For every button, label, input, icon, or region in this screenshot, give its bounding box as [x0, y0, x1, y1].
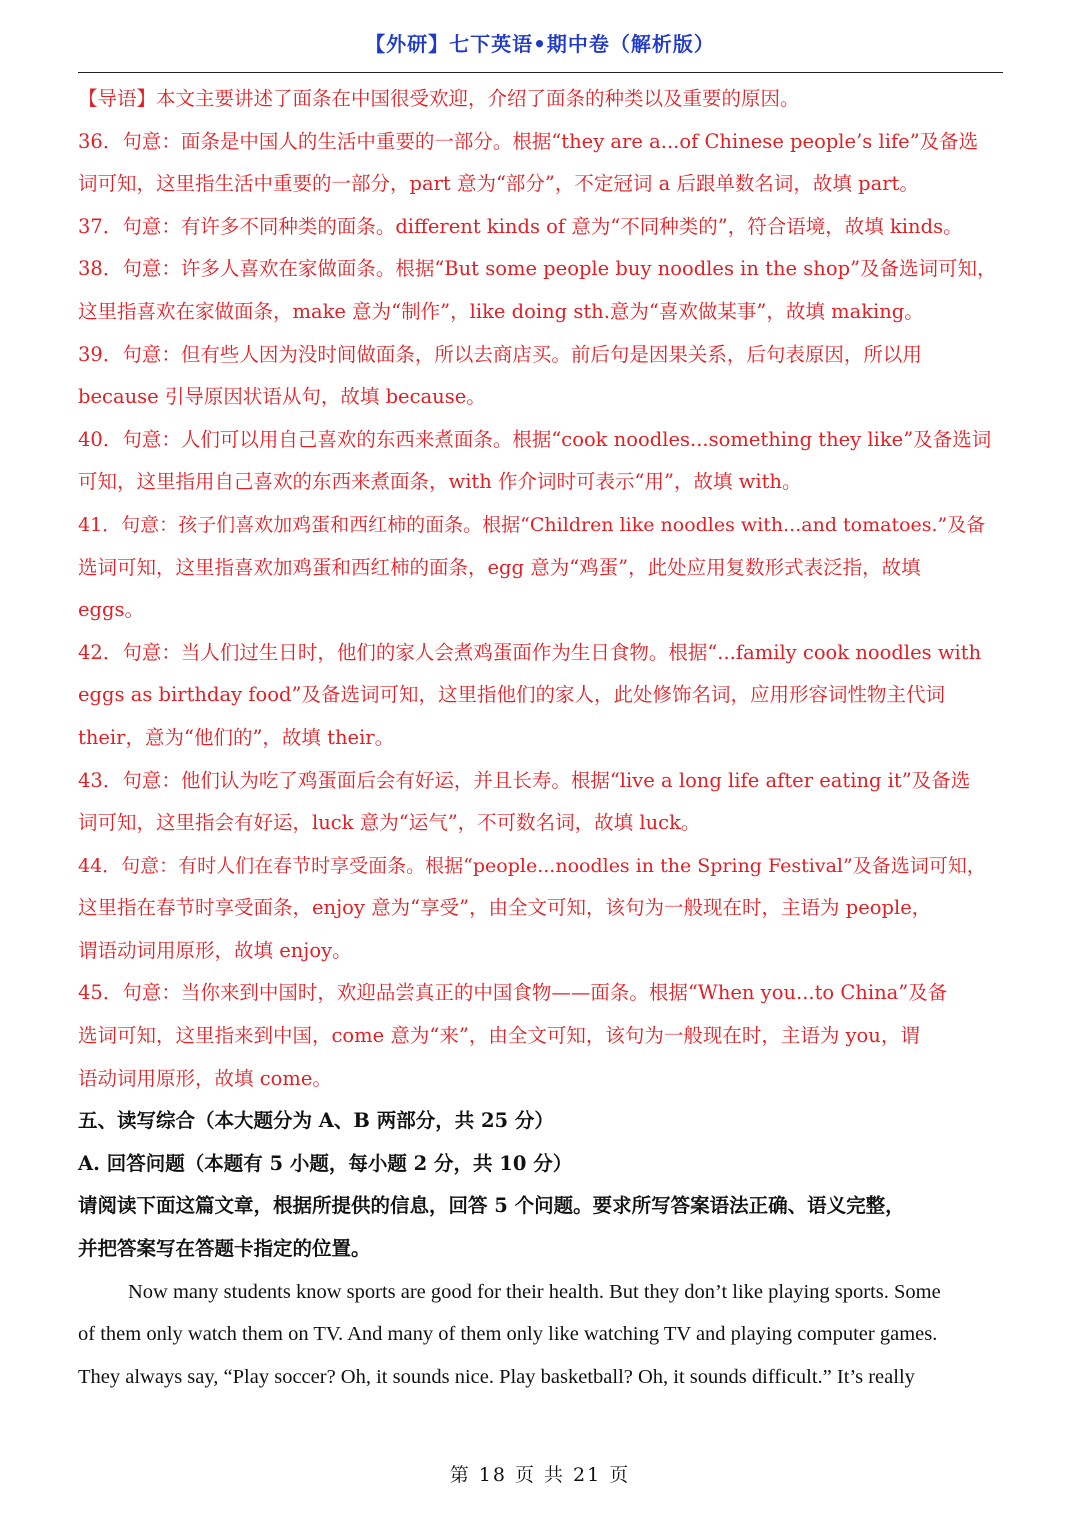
text-line: 45．句意：当你来到中国时，欢迎品尝真正的中国食物——面条。根据“When you...to China”及备 [78, 981, 948, 1005]
text-line: 可知，这里指用自己喜欢的东西来煮面条，with 作介词时可表示“用”，故填 with。 [78, 470, 802, 494]
text-line: 词可知，这里指生活中重要的一部分，part 意为“部分”，不定冠词 a 后跟单数名词，故填 part。 [78, 172, 919, 196]
text-line: 44．句意：有时人们在春节时享受面条。根据“people...noodles in the Spring Festival”及备选词可知， [78, 854, 986, 877]
text-line: 41．句意：孩子们喜欢加鸡蛋和西红柿的面条。根据“Children like noodles with...and tomatoes.”及备 [78, 513, 986, 536]
text-line: 词可知，这里指会有好运，luck 意为“运气”，不可数名词，故填 luck。 [78, 811, 701, 835]
text-line: 谓语动词用原形，故填 enjoy。 [78, 938, 352, 962]
document-header-title: 【外研】七下英语•期中卷（解析版） [365, 32, 715, 56]
text-line: 五、读写综合（本大题分为 A、B 两部分，共 25 分） [78, 1109, 554, 1133]
text-line: A. 回答问题（本题有 5 小题，每小题 2 分，共 10 分） [78, 1151, 573, 1175]
text-line: Now many students know sports are good for their health. But they don’t like playing sports. Some [128, 1280, 941, 1303]
text-line: eggs。 [78, 598, 145, 622]
text-line: 40．句意：人们可以用自己喜欢的东西来煮面条。根据“cook noodles...something they like”及备选词 [78, 427, 992, 451]
text-line: their，意为“他们的”，故填 their。 [78, 725, 395, 749]
text-line: 选词可知，这里指来到中国，come 意为“来”，由全文可知，该句为一般现在时，主语为 you，谓 [78, 1024, 920, 1048]
page-number: 第 18 页 共 21 页 [449, 1464, 631, 1486]
text-line: of them only watch them on TV. And many of them only like watching TV and playing computer games. [78, 1323, 938, 1346]
document-body [78, 82, 1003, 1402]
text-line: 37．句意：有许多不同种类的面条。different kinds of 意为“不同种类的”，符合语境，故填 kinds。 [78, 214, 963, 238]
text-line: 【导语】本文主要讲述了面条在中国很受欢迎，介绍了面条的种类以及重要的原因。 [78, 87, 800, 110]
text-line: They always say, “Play soccer? Oh, it sounds nice. Play basketball? Oh, it sounds difficult.” It’s really [78, 1365, 915, 1388]
text-line: 38．句意：许多人喜欢在家做面条。根据“But some people buy noodles in the shop”及备选词可知， [78, 257, 997, 281]
text-line: 42．句意：当人们过生日时，他们的家人会煮鸡蛋面作为生日食物。根据“...family cook noodles with [78, 640, 982, 664]
text-line: 并把答案写在答题卡指定的位置。 [78, 1237, 371, 1261]
text-line: 36．句意：面条是中国人的生活中重要的一部分。根据“they are a...of Chinese people’s life”及备选 [78, 129, 979, 153]
text-line: eggs as birthday food”及备选词可知，这里指他们的家人，此处修饰名词，应用形容词性物主代词 [78, 683, 945, 707]
header-divider [78, 72, 1003, 73]
text-line: 这里指在春节时享受面条，enjoy 意为“享受”，由全文可知，该句为一般现在时，主语为 people， [78, 896, 932, 920]
text-line: 语动词用原形，故填 come。 [78, 1066, 332, 1090]
text-line: because 引导原因状语从句，故填 because。 [78, 385, 486, 409]
text-line: 选词可知，这里指喜欢加鸡蛋和西红柿的面条，egg 意为“鸡蛋”，此处应用复数形式表泛指，故填 [78, 555, 921, 579]
text-line: 43．句意：他们认为吃了鸡蛋面后会有好运，并且长寿。根据“live a long life after eating it”及备选 [78, 768, 971, 792]
text-line: 这里指喜欢在家做面条，make 意为“制作”，like doing sth.意为“喜欢做某事”，故填 making。 [78, 299, 924, 323]
text-line: 请阅读下面这篇文章，根据所提供的信息，回答 5 个问题。要求所写答案语法正确、语义完整， [78, 1194, 905, 1218]
text-line: 39．句意：但有些人因为没时间做面条，所以去商店买。前后句是因果关系，后句表原因，所以用 [78, 342, 922, 366]
